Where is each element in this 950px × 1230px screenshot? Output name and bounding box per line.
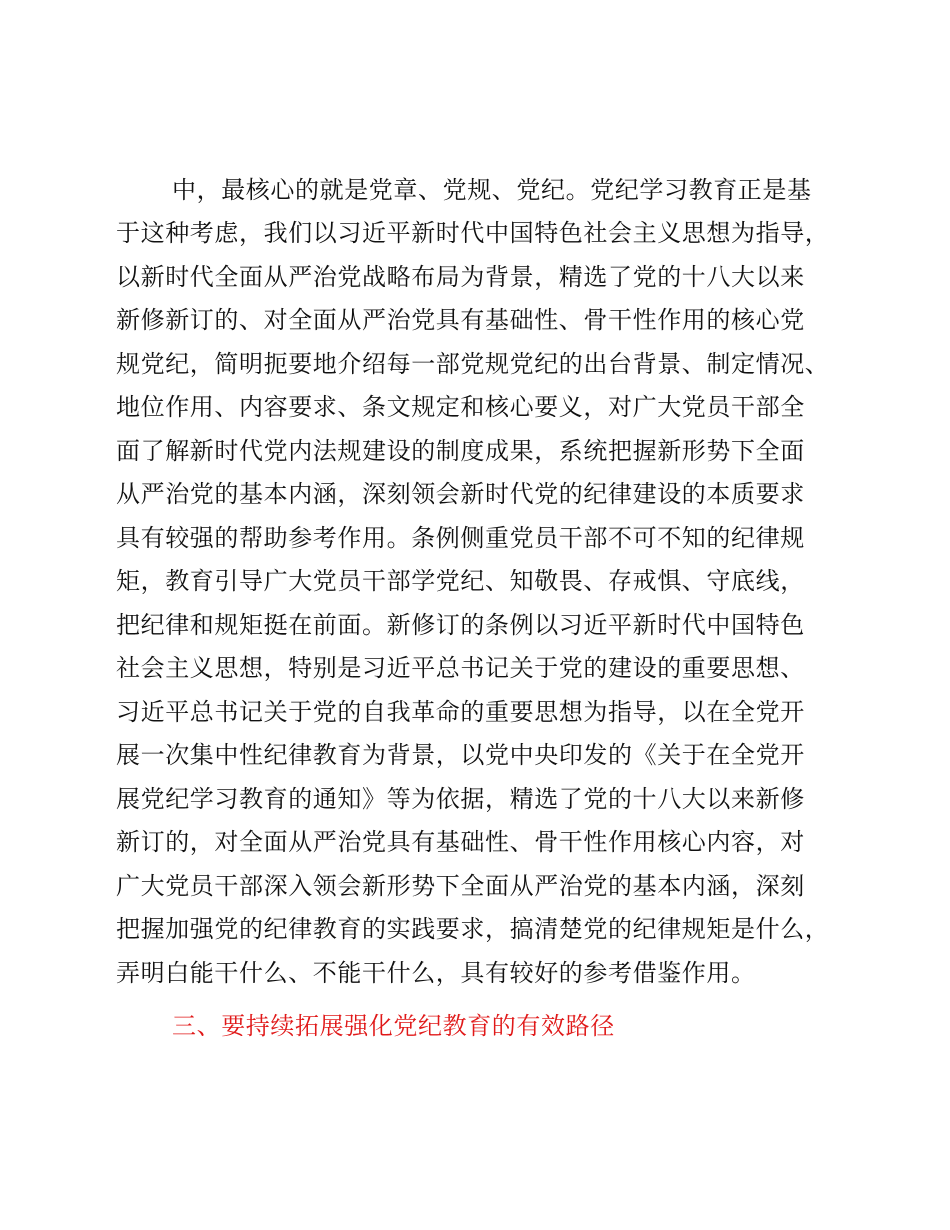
paragraph-line: 展党纪学习教育的通知》等为依据，精选了党的十八大以来新修 xyxy=(116,785,805,813)
section-heading: 三、要持续拓展强化党纪教育的有效路径 xyxy=(172,1012,615,1040)
paragraph-line: 广大党员干部深入领会新形势下全面从严治党的基本内涵，深刻 xyxy=(116,872,805,900)
paragraph-line: 新订的，对全面从严治党具有基础性、骨干性作用核心内容，对 xyxy=(116,828,805,856)
paragraph-line: 从严治党的基本内涵，深刻领会新时代党的纪律建设的本质要求 xyxy=(116,480,805,508)
paragraph-line: 以新时代全面从严治党战略布局为背景，精选了党的十八大以来 xyxy=(116,263,805,291)
paragraph-line: 面了解新时代党内法规建设的制度成果，系统把握新形势下全面 xyxy=(116,437,805,465)
paragraph-line: 社会主义思想，特别是习近平总书记关于党的建设的重要思想、 xyxy=(116,654,805,682)
paragraph-line: 地位作用、内容要求、条文规定和核心要义，对广大党员干部全 xyxy=(116,393,805,421)
paragraph-line: 弄明白能干什么、不能干什么，具有较好的参考借鉴作用。 xyxy=(116,959,756,987)
paragraph-line: 把握加强党的纪律教育的实践要求，搞清楚党的纪律规矩是什么， xyxy=(116,915,830,943)
paragraph-line: 矩，教育引导广大党员干部学党纪、知敬畏、存戒惧、守底线， xyxy=(116,567,805,595)
paragraph-line: 习近平总书记关于党的自我革命的重要思想为指导，以在全党开 xyxy=(116,698,805,726)
paragraph-line: 于这种考虑，我们以习近平新时代中国特色社会主义思想为指导， xyxy=(116,219,830,247)
paragraph-line: 新修新订的、对全面从严治党具有基础性、骨干性作用的核心党 xyxy=(116,306,805,334)
paragraph-line: 展一次集中性纪律教育为背景，以党中央印发的《关于在全党开 xyxy=(116,741,805,769)
paragraph-line: 把纪律和规矩挺在前面。新修订的条例以习近平新时代中国特色 xyxy=(116,611,805,639)
paragraph-line: 中，最核心的就是党章、党规、党纪。党纪学习教育正是基 xyxy=(172,176,812,204)
paragraph-line: 具有较强的帮助参考作用。条例侧重党员干部不可不知的纪律规 xyxy=(116,524,805,552)
paragraph-line: 规党纪，简明扼要地介绍每一部党规党纪的出台背景、制定情况、 xyxy=(116,350,830,378)
